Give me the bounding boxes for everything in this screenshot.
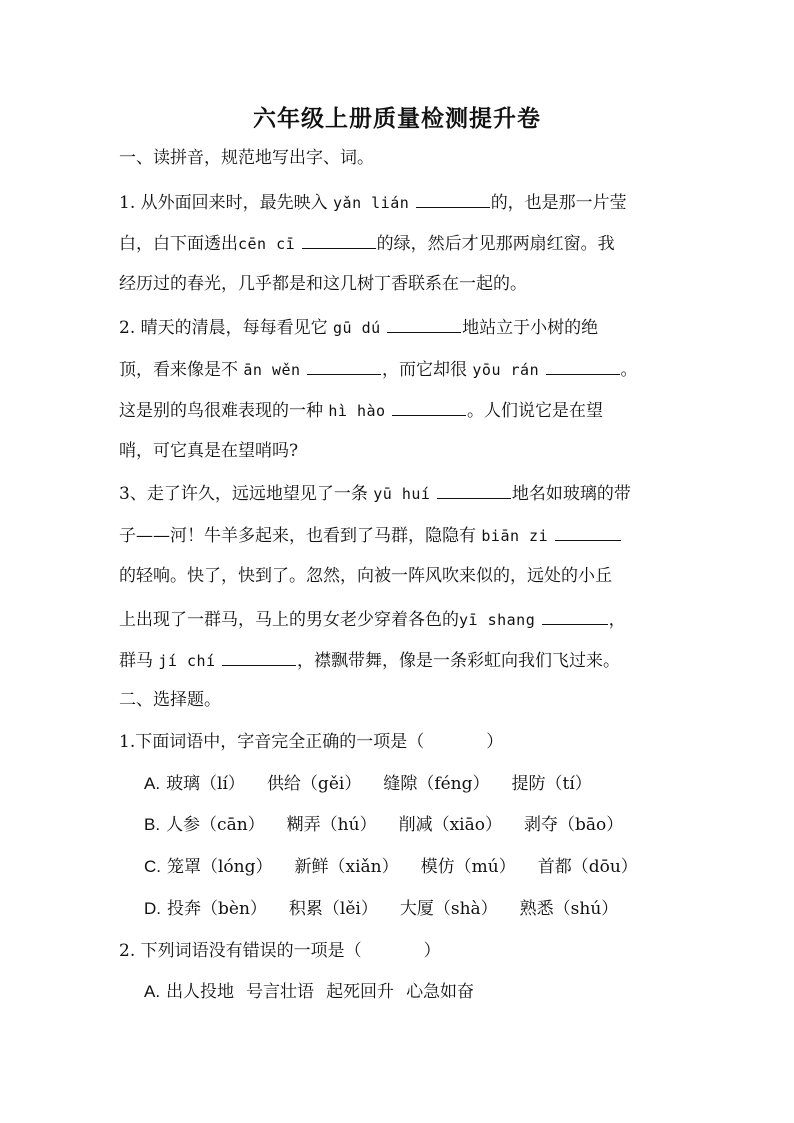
q1-line-2: [119, 230, 679, 256]
pinyin: hì hào: [328, 402, 386, 420]
choice-q2-option-a[interactable]: [144, 980, 704, 1004]
q3-text: 地名如玻璃的带: [511, 484, 631, 504]
answer-blank[interactable]: [437, 480, 511, 499]
choice-q1-option-b[interactable]: [144, 813, 704, 837]
pinyin: gū dú: [333, 319, 381, 337]
choice-q1-stem: [119, 730, 679, 754]
option-word: 心急如奋: [406, 982, 475, 1002]
stem-text: 1.下面词语中，字音完全正确的一项是（: [119, 732, 425, 752]
option-word: 糊弄（hú）: [286, 815, 377, 835]
page-title: 六年级上册质量检测提升卷: [253, 106, 541, 132]
option-word: 熟悉（shú）: [519, 899, 619, 919]
q3-text: 3、走了许久，远远地望见了一条: [119, 484, 374, 504]
option-word: 剥夺（bāo）: [523, 815, 624, 835]
pinyin: yōu rán: [472, 361, 540, 379]
answer-blank[interactable]: [546, 356, 620, 375]
q1-text: 的绿，然后才见那两扇红窗。我: [376, 234, 615, 254]
option-word: 缝隙（féng）: [383, 774, 490, 794]
answer-blank[interactable]: [307, 356, 381, 375]
answer-blank[interactable]: [416, 189, 490, 208]
answer-blank[interactable]: [555, 522, 621, 541]
option-word: 提防（tí）: [511, 774, 592, 794]
stem-text: ）: [423, 941, 441, 961]
section-1-heading: 一、读拼音，规范地写出字、词。: [119, 148, 374, 168]
q2-text: 。: [620, 360, 638, 380]
answer-blank[interactable]: [392, 397, 466, 416]
option-word: 新鲜（xiǎn）: [294, 857, 399, 877]
q1-text: 1. 从外面回来时，最先映入: [119, 193, 334, 213]
q3-text: ，: [608, 610, 626, 630]
q1-line-3: 经历过的春光，几乎都是和这几树丁香联系在一起的。: [119, 274, 527, 294]
option-letter: C.: [144, 857, 161, 876]
option-word: 起死回升: [326, 982, 395, 1002]
q1-text: 的，也是那一片莹: [490, 193, 627, 213]
q3-text: 群马: [119, 651, 159, 671]
q2-text: ，而它却很: [382, 360, 473, 380]
q2-line-3: [119, 397, 679, 423]
q2-text: 这是别的鸟很难表现的一种: [119, 401, 329, 421]
option-word: 笼罩（lóng）: [167, 857, 273, 877]
answer-blank[interactable]: [387, 314, 461, 333]
q3-text: 上出现了一群马，马上的男女老少穿着各色的: [119, 610, 459, 630]
option-word: 削减（xiāo）: [398, 815, 502, 835]
pinyin: cēn cī: [238, 235, 296, 253]
stem-text: ）: [486, 732, 504, 752]
stem-text: 2. 下列词语没有错误的一项是（: [119, 941, 362, 961]
pinyin: ān wěn: [243, 361, 301, 379]
q2-line-4: 哨，可它真是在望哨吗?: [119, 441, 299, 461]
option-word: 模仿（mú）: [420, 857, 516, 877]
q2-text: 地站立于小树的绝: [462, 318, 599, 338]
q2-text: 顶，看来像是不: [119, 360, 244, 380]
option-word: 供给（gěi）: [266, 774, 362, 794]
choice-q1-option-a[interactable]: [144, 772, 704, 796]
choice-q2-stem: [119, 939, 679, 963]
q3-text: 子——河！牛羊多起来，也看到了马群，隐隐有: [119, 526, 482, 546]
q3-line-1: [119, 480, 679, 506]
q1-text: 白，白下面透出: [119, 234, 238, 254]
q2-text: 。人们说它是在望: [467, 401, 603, 421]
choice-q1-option-d[interactable]: [144, 897, 704, 921]
option-letter: A.: [144, 774, 161, 793]
q2-line-2: [119, 356, 679, 382]
answer-blank[interactable]: [542, 606, 608, 625]
pinyin: yǎn lián: [333, 194, 410, 212]
option-word: 号言壮语: [246, 982, 315, 1002]
q3-line-4: [119, 606, 679, 632]
answer-blank[interactable]: [302, 230, 376, 249]
option-word: 出人投地: [166, 982, 235, 1002]
q3-line-5: [119, 647, 679, 673]
q1-line-1: [119, 189, 679, 215]
pinyin: yū huí: [373, 485, 431, 503]
section-2-heading: 二、选择题。: [119, 690, 221, 710]
choice-q1-option-c[interactable]: [144, 855, 704, 879]
option-word: 首都（dōu）: [537, 857, 638, 877]
q3-line-2: [119, 522, 679, 548]
option-letter: B.: [144, 815, 161, 834]
option-letter: A.: [144, 982, 161, 1001]
pinyin: yī shang: [459, 611, 536, 629]
option-word: 投奔（bèn）: [167, 899, 267, 919]
pinyin: biān zi: [481, 527, 549, 545]
q3-text: ，襟飘带舞，像是一条彩虹向我们飞过来。: [297, 651, 620, 671]
option-word: 玻璃（lí）: [166, 774, 245, 794]
q2-text: 2. 晴天的清晨，每每看见它: [119, 318, 334, 338]
answer-blank[interactable]: [222, 647, 296, 666]
option-word: 积累（lěi）: [288, 899, 378, 919]
option-word: 大厦（shà）: [399, 899, 498, 919]
option-letter: D.: [144, 899, 161, 918]
q3-line-3: 的轻响。快了，快到了。忽然，向被一阵风吹来似的，远处的小丘: [119, 566, 612, 586]
q2-line-1: [119, 314, 679, 340]
option-word: 人参（cān）: [166, 815, 265, 835]
pinyin: jí chí: [158, 652, 216, 670]
